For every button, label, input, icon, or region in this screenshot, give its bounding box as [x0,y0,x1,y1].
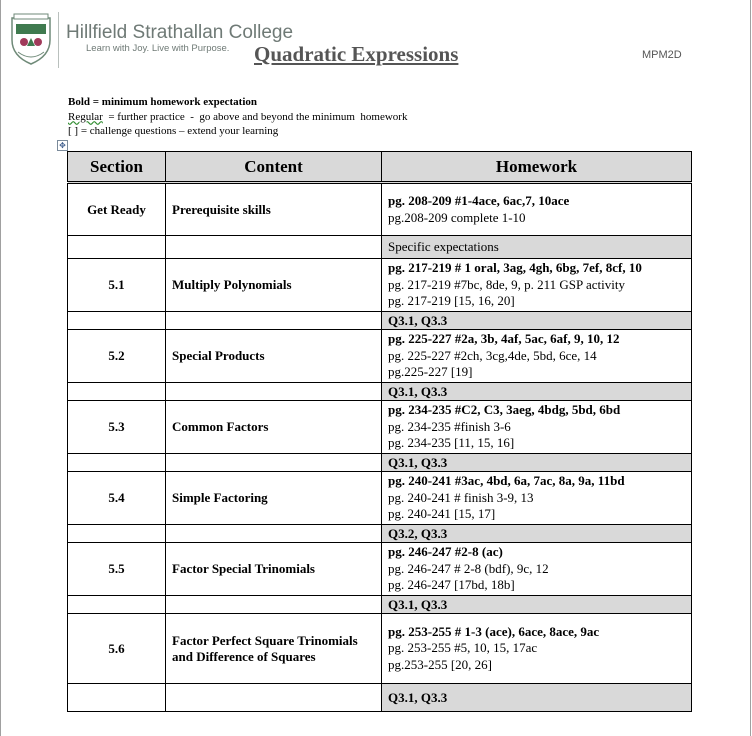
course-code: MPM2D [642,49,682,61]
section-cell: 5.2 [68,330,166,383]
expectations-row [68,383,692,401]
homework-cell [382,330,692,383]
homework-further: pg. 217-219 #7bc, 8de, 9, p. 211 GSP activity [388,276,625,292]
homework-minimum: pg. 246-247 #2-8 (ac) [388,544,503,560]
expectations-cell: Q3.1, Q3.3 [382,312,692,330]
expectations-row [68,596,692,614]
content-cell: Simple Factoring [166,472,382,525]
table-move-handle-icon[interactable]: ✥ [57,140,68,151]
expectations-cell: Q3.1, Q3.3 [382,596,692,614]
header-content: Content [166,152,382,183]
section-cell [68,684,166,712]
content-cell [166,596,382,614]
content-cell: Factor Perfect Square Trinomials and Difference of Squares [166,614,382,684]
table-row [68,472,692,525]
homework-challenge: pg.225-227 [19] [388,364,473,380]
expectations-cell: Q3.2, Q3.3 [382,525,692,543]
content-cell [166,312,382,330]
homework-further: pg. 234-235 #finish 3-6 [388,418,511,434]
table-row [68,543,692,596]
section-cell: 5.4 [68,472,166,525]
expectations-row [68,454,692,472]
section-cell: Get Ready [68,183,166,236]
header-section: Section [68,152,166,183]
section-cell [68,525,166,543]
homework-minimum: pg. 225-227 #2a, 3b, 4af, 5ac, 6af, 9, 10, 12 [388,331,620,347]
college-crest-icon [8,12,54,66]
content-cell [166,684,382,712]
expectations-cell: Q3.1, Q3.3 [382,684,692,712]
section-cell [68,312,166,330]
content-cell: Multiply Polynomials [166,259,382,312]
homework-challenge: pg.253-255 [20, 26] [388,656,492,672]
homework-challenge: pg. 234-235 [11, 15, 16] [388,435,515,451]
legend-regular-line [68,110,407,125]
legend [68,95,407,139]
content-cell: Common Factors [166,401,382,454]
content-cell: Special Products [166,330,382,383]
homework-further: pg. 240-241 # finish 3-9, 13 [388,489,534,505]
header-homework: Homework [382,152,692,183]
homework-further: pg. 253-255 #5, 10, 15, 17ac [388,640,538,656]
section-cell: 5.6 [68,614,166,684]
table-row-get-ready [68,183,692,236]
section-cell: 5.3 [68,401,166,454]
homework-cell [382,259,692,312]
homework-minimum: pg. 234-235 #C2, C3, 3aeg, 4bdg, 5bd, 6bd [388,402,621,418]
homework-challenge: pg. 240-241 [15, 17] [388,506,496,522]
homework-minimum: pg. 208-209 #1-4ace, 6ac,7, 10ace [388,193,570,208]
section-cell [68,383,166,401]
homework-cell [382,183,692,236]
school-name: Hillfield Strathallan College [66,22,294,43]
homework-minimum: pg. 253-255 # 1-3 (ace), 6ace, 8ace, 9ac [388,623,600,639]
content-cell [166,525,382,543]
logo-divider [58,12,59,68]
homework-cell [382,401,692,454]
homework-table [67,151,692,712]
specific-expectations-cell: Specific expectations [382,236,692,259]
homework-cell [382,543,692,596]
legend-bold-line: Bold = minimum homework expectation [68,96,257,108]
homework-challenge: pg. 246-247 [17bd, 18b] [388,577,515,593]
expectations-cell: Q3.1, Q3.3 [382,383,692,401]
homework-cell [382,614,692,684]
homework-minimum: pg. 217-219 # 1 oral, 3ag, 4gh, 6bg, 7ef, 8cf, 10 [388,260,642,276]
homework-further: pg.208-209 complete 1-10 [388,209,526,225]
table-row [68,614,692,684]
content-cell: Prerequisite skills [166,183,382,236]
section-cell [68,454,166,472]
school-tagline: Learn with Joy. Live with Purpose. [86,43,230,54]
legend-challenge-line: [ ] = challenge questions – extend your learning [68,125,279,137]
expectations-cell: Q3.1, Q3.3 [382,454,692,472]
page-title: Quadratic Expressions [254,42,459,66]
homework-further: pg. 225-227 #2ch, 3cg,4de, 5bd, 6ce, 14 [388,347,597,363]
content-cell [166,236,382,259]
content-cell: Factor Special Trinomials [166,543,382,596]
expectations-row [68,684,692,712]
homework-further: pg. 246-247 # 2-8 (bdf), 9c, 12 [388,560,549,576]
section-cell: 5.1 [68,259,166,312]
homework-minimum: pg. 240-241 #3ac, 4bd, 6a, 7ac, 8a, 9a, 11bd [388,473,625,489]
table-row [68,401,692,454]
legend-regular-word: Regular [68,110,103,123]
table-row-specific-expectations [68,236,692,259]
homework-cell [382,472,692,525]
expectations-row [68,312,692,330]
content-cell [166,454,382,472]
homework-challenge: pg. 217-219 [15, 16, 20] [388,293,515,309]
content-cell [166,383,382,401]
section-cell [68,236,166,259]
table-header-row [68,152,692,183]
legend-regular-rest: = further practice - go above and beyond the minimum homework [102,110,408,123]
expectations-row [68,525,692,543]
table-row [68,259,692,312]
section-cell: 5.5 [68,543,166,596]
section-cell [68,596,166,614]
table-row [68,330,692,383]
